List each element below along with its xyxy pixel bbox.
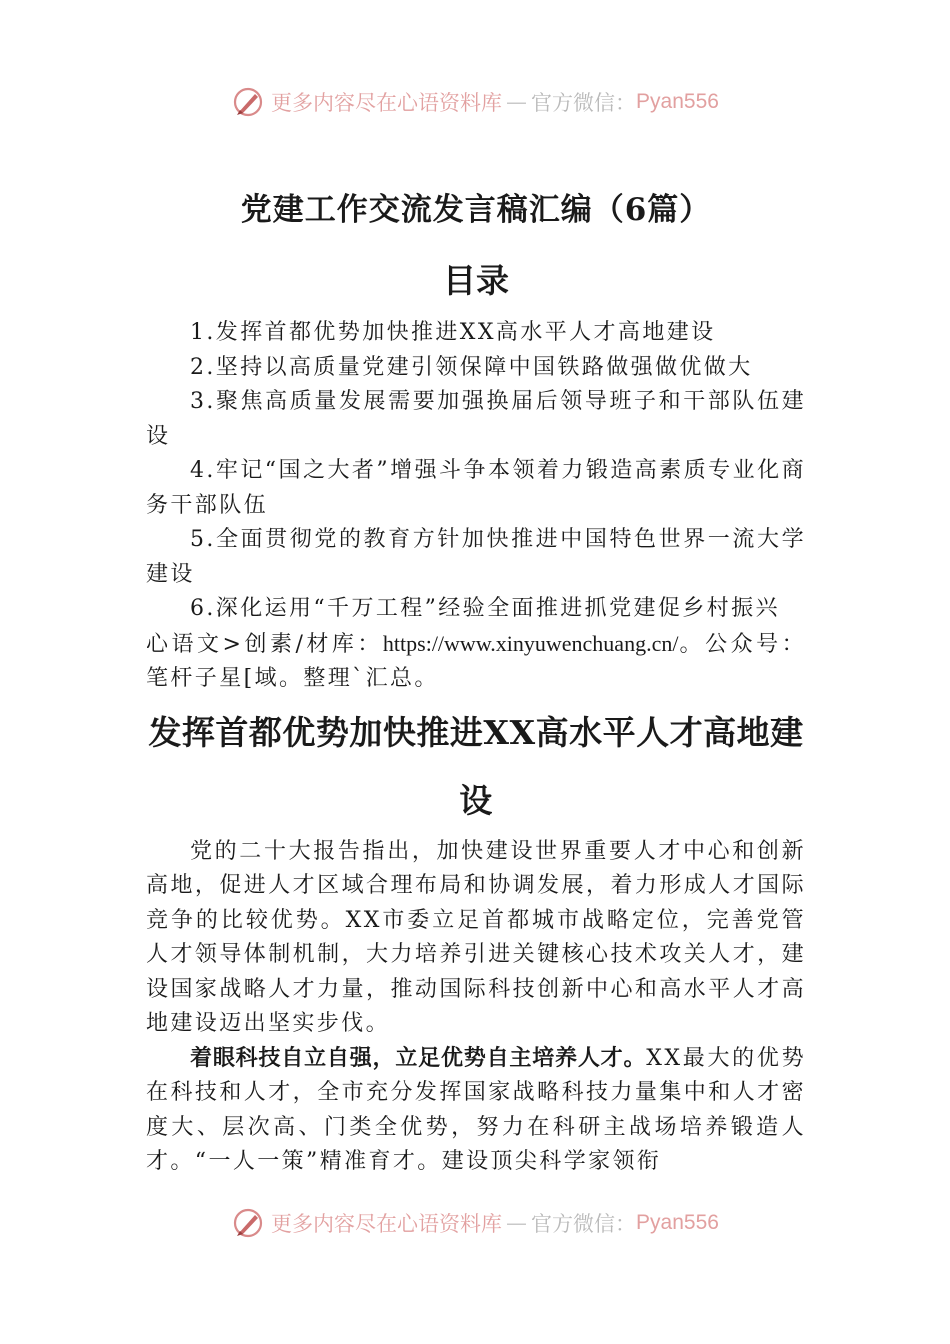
paragraph-2 [146, 1042, 806, 1180]
watermark-wechat-label: 官方微信： [531, 1212, 637, 1236]
watermark-separator: — [506, 90, 528, 114]
toc-heading: 目录 [443, 261, 509, 300]
section-heading: 发挥首都优势加快推进XX高水平人才高地建设 [148, 712, 804, 820]
paragraph-2-body: XX最大的优势在科技和人才，全市充分发挥国家战略科技力量集中和人才密度大、层次高、门类全优势，努力在科研主战场培养锻造人才。“一人一策”精准育才。建设顶尖科学家领衔 [146, 1045, 806, 1174]
document-title: 党建工作交流发言稿汇编（6篇） [240, 192, 712, 228]
watermark-text: 更多内容尽在心语资料库 [271, 91, 503, 115]
pen-logo-icon [231, 1206, 265, 1240]
toc-item-1: 1.发挥首都优势加快推进XX高水平人才高地建设 [190, 320, 716, 345]
watermark-wechat-id: Pyan556 [636, 1211, 719, 1234]
toc-list [146, 316, 806, 627]
source-url: https://www.xinyuwenchuang.cn/ [382, 630, 679, 656]
paragraph-2-lead: 着眼科技自立自强，立足优势自主培养人才。 [190, 1045, 647, 1071]
watermark-wechat-id: Pyan556 [636, 90, 719, 113]
source-prefix: 心语文>创素/材库： [146, 631, 383, 657]
toc-item-3: 3.聚焦高质量发展需要加强换届后领导班子和干部队伍建设 [146, 389, 806, 449]
toc-item-4: 4.牢记“国之大者”增强斗争本领着力锻造高素质专业化商务干部队伍 [146, 458, 806, 518]
source-line [146, 627, 806, 697]
toc-item-6: 6.深化运用“千万工程”经验全面推进抓党建促乡村振兴 [190, 596, 780, 621]
header-watermark [0, 82, 950, 122]
watermark-wechat-label: 官方微信： [531, 91, 637, 115]
document-body [146, 180, 806, 1180]
source-suffix: 。公众号：笔杆子星[域。整理`汇总。 [146, 631, 806, 691]
toc-item-5: 5.全面贯彻党的教育方针加快推进中国特色世界一流大学建设 [146, 527, 806, 587]
watermark-separator: — [506, 1211, 528, 1235]
toc-item-2: 2.坚持以高质量党建引领保障中国铁路做强做优做大 [190, 354, 753, 380]
pen-logo-icon [231, 85, 265, 119]
watermark-text: 更多内容尽在心语资料库 [271, 1212, 503, 1236]
paragraph-1: 党的二十大报告指出，加快建设世界重要人才中心和创新高地，促进人才区域合理布局和协调发展，着力形成人才国际竞争的比较优势。XX市委立足首都城市战略定位，完善党管人才领导体制机制，大力培养引进关键核心技术攻关人才，建设国家战略人才力量，推动国际科技创新中心和高水平人才高地建设迈出坚实步伐。 [146, 838, 806, 1036]
footer-watermark [0, 1203, 950, 1243]
